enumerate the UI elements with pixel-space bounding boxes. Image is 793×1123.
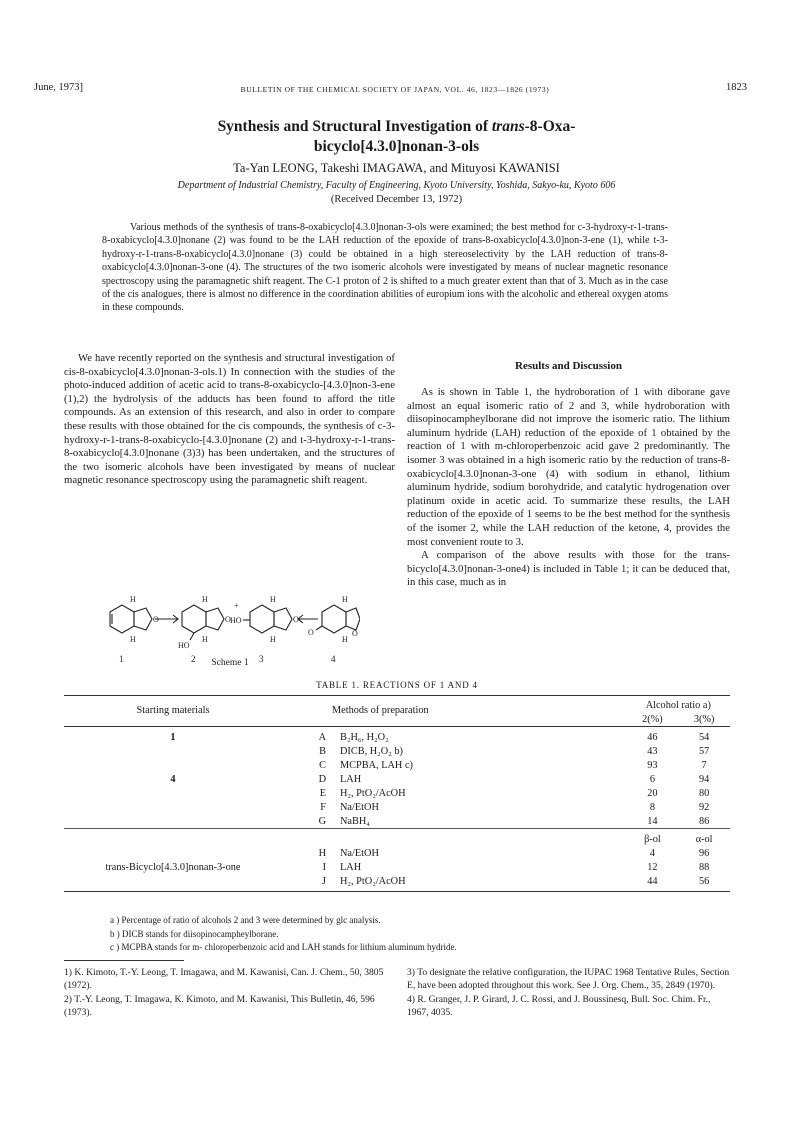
title-part-c: -8-Oxa-	[524, 118, 576, 135]
scheme-caption: Scheme 1	[211, 658, 249, 668]
authors: Ta-Yan LEONG, Takeshi IMAGAWA, and Mituyosi KAWANISI	[233, 161, 560, 175]
table-row	[64, 814, 730, 829]
scheme-atom: HO	[230, 616, 242, 625]
table-row	[64, 744, 730, 758]
table-cell-method: Na/EtOH	[340, 801, 379, 813]
scheme-atom: H	[342, 595, 348, 604]
footnote-b: b ) DICB stands for diisopinocampheylborane.	[110, 928, 279, 939]
table-cell-v2: 93	[647, 759, 658, 771]
table-cell-method: H₂, PtO₂/AcOH	[340, 875, 406, 887]
table-cell-start	[64, 758, 282, 772]
table-cell-v3: 54	[698, 731, 710, 743]
table-cell-v2: 46	[647, 731, 658, 743]
table-cell-key: G	[318, 815, 326, 827]
table-cell-method: H₂, PtO₂/AcOH	[340, 787, 406, 799]
references-right	[407, 966, 730, 1020]
scheme-atom: O	[352, 629, 358, 638]
table-cell-start	[64, 846, 282, 860]
table-caption: TABLE 1. REACTIONS OF 1 AND 4	[316, 680, 478, 690]
table-cell-method: B₂H₆, H₂O₂	[340, 731, 389, 743]
table-row	[64, 730, 730, 744]
scheme-atom: H	[270, 635, 276, 644]
table-cell-key: H	[318, 847, 326, 859]
table-cell-v3: 57	[698, 745, 710, 757]
scheme-atom: H	[202, 635, 208, 644]
table-cell-start: trans-Bicyclo[4.3.0]nonan-3-one	[105, 861, 241, 873]
table-cell-v3: 88	[698, 861, 710, 873]
table-cell-key: D	[318, 773, 326, 785]
col-header-3: 3(%)	[693, 713, 715, 725]
table-cell-key: E	[319, 787, 326, 799]
table-cell-v2: 8	[649, 801, 655, 813]
table-cell-method: NaBH₄	[340, 815, 370, 827]
table-cell-method: LAH	[340, 773, 362, 785]
footnote-c: c ) MCPBA stands for m- chloroperbenzoic acid and LAH stands for lithium aluminum hydride.	[110, 942, 457, 952]
col-header-2: 2(%)	[642, 713, 663, 725]
scheme-atom: O	[308, 628, 314, 637]
table-cell-v2: 12	[647, 861, 658, 873]
table-row	[64, 786, 730, 800]
scheme-atom: O	[225, 615, 231, 624]
table-cell-v3: 94	[698, 773, 710, 785]
results-paragraph-1: As is shown in Table 1, the hydroboration of 1 with diborane gave almost an equal isomeric ratio of 2 and 3, while hydroboration with diisopinocampheylborane did not improve the isomeric ratio. The lithium aluminum hydride (LAH) reduction of the epoxide of 1 obtained by the reaction of 1 with m-chloroperbenzoic acid gave 2 predominantly. The isomer 3 was obtained in a high isomeric ratio by the reduction of trans-8-oxabicyclo[4.3.0]nonan-3-one (4) with sodium in ethanol, lithium aluminum hydride, sodium borohydride, and catalytic hydrogenation over platinum oxide in acetic acid. To summarize these results, the LAH reduction of the epoxide of 1 seems to be the best method for the synthesis of the isomer 2, while the LAH reduction of the ketone, 4, provides the most convenient route to 3.	[407, 386, 730, 548]
references-left	[64, 966, 395, 1020]
table-cell-key: J	[321, 875, 326, 887]
sub-col-alpha: α-ol	[695, 833, 713, 845]
header-page-number: 1823	[726, 82, 747, 93]
table-cell-start	[64, 874, 282, 888]
scheme-atom: H	[270, 595, 276, 604]
table-cell-key: C	[319, 759, 326, 771]
table-cell-method: MCPBA, LAH c)	[340, 759, 413, 771]
table-cell-v3: 92	[698, 801, 710, 813]
scheme-atom: H	[130, 635, 136, 644]
table-row	[64, 772, 730, 786]
table-row	[64, 874, 730, 888]
table-cell-v2: 43	[647, 745, 658, 757]
header-journal: BULLETIN OF THE CHEMICAL SOCIETY OF JAPAN, VOL. 46, 1823—1826 (1973)	[240, 85, 550, 94]
table-cell-v3: 7	[701, 759, 707, 771]
reference-1: 1) K. Kimoto, T.-Y. Leong, T. Imagawa, and M. Kawanisi, Can. J. Chem., 50, 3805 (1972).	[64, 967, 384, 992]
reference-2: 2) T.-Y. Leong, T. Imagawa, K. Kimoto, and M. Kawanisi, This Bulletin, 46, 596 (1973).	[64, 993, 375, 1019]
table-cell-v2: 6	[649, 773, 655, 785]
title-part-b: trans	[491, 118, 525, 135]
title-line-2: bicyclo[4.3.0]nonan-3-ols	[313, 138, 480, 155]
compound-label-4: 4	[331, 654, 336, 664]
scheme-atom: HO	[178, 641, 190, 650]
scheme-atom: O	[153, 615, 159, 624]
table-cell-start	[64, 786, 282, 800]
table-cell-method: LAH	[340, 861, 362, 873]
table-cell-method: Na/EtOH	[340, 847, 379, 859]
col-header-start: Starting materials	[136, 705, 210, 716]
table-row	[64, 860, 730, 874]
table-row	[64, 846, 730, 860]
section-heading: Results and Discussion	[515, 360, 622, 372]
title-part-a: Synthesis and Structural Investigation of	[217, 118, 492, 135]
table-cell-key: I	[322, 861, 326, 873]
compound-label-2: 2	[191, 654, 196, 664]
sub-col-beta: β-ol	[644, 833, 661, 845]
header-date: June, 1973]	[34, 82, 83, 93]
compound-label-1: 1	[119, 654, 124, 664]
scheme-atom: H	[342, 635, 348, 644]
reactions-table	[64, 695, 730, 892]
scheme-atom: O	[293, 615, 299, 624]
references-rule	[64, 960, 184, 961]
table-cell-start: 4	[170, 773, 176, 785]
table-cell-v2: 44	[647, 875, 658, 887]
table-cell-start: 1	[170, 731, 176, 743]
table-cell-v2: 4	[649, 847, 655, 859]
table-row	[64, 758, 730, 772]
table-cell-key: A	[318, 731, 326, 743]
results-paragraph-2: A comparison of the above results with those for the trans-bicyclo[4.3.0]nonan-3-one4) is included in Table 1; it can be deduced that, in this case, much as in	[407, 549, 730, 589]
received-date: (Received December 13, 1972)	[330, 194, 463, 205]
results-text	[407, 386, 730, 590]
article-title	[120, 117, 673, 157]
compound-label-3: 3	[259, 654, 264, 664]
intro-paragraph: We have recently reported on the synthesis and structural investigation of cis-8-oxabicyclo[4.3.0]nonan-3-ols.1) In connection with the studies of the photo-induced addition of acetic acid to trans-8-oxabicyclo-[4.3.0]non-3-ene (1),2) the hydrolysis of the adducts has been found to afford the title compounds. As an extension of this research, and also in order to compare these results with those obtained for the cis compounds, the synthesis of c-3-hydroxy-r-1-trans-8-oxabicyclo-[4.3.0]nonane (2) and t-3-hydroxy-r-1-trans-8-oxabicyclo[4.3.0]nonane (3)3) has been undertaken, and the structures of the two isomeric alcohols have been investigated by means of nuclear magnetic resonance spectroscopy using the paramagnetic shift reagent.	[64, 352, 395, 487]
table-cell-start	[64, 814, 282, 829]
col-header-method: Methods of preparation	[332, 705, 429, 716]
table-cell-v3: 56	[698, 875, 710, 887]
scheme-atom: H	[130, 595, 136, 604]
table-cell-v3: 80	[698, 787, 710, 799]
scheme-atom: +	[234, 601, 239, 610]
affiliation: Department of Industrial Chemistry, Faculty of Engineering, Kyoto University, Yoshida, Sakyo-ku, Kyoto 606	[177, 180, 616, 191]
reference-3: 3) To designate the relative configuration, the IUPAC 1968 Tentative Rules, Section E, have been adopted throughout this work. See J. Org. Chem., 35, 2849 (1970).	[407, 967, 730, 992]
reference-4: 4) R. Granger, J. P. Girard, J. C. Rossi, and J. Boussinesq, Bull. Soc. Chim. Fr., 1967, 4035.	[407, 993, 711, 1019]
footnote-a: a ) Percentage of ratio of alcohols 2 and 3 were determined by glc analysis.	[110, 915, 381, 925]
table-cell-v3: 86	[698, 815, 710, 827]
table-cell-v3: 96	[698, 847, 710, 859]
table-cell-v2: 14	[647, 815, 658, 827]
reaction-scheme	[100, 580, 360, 685]
table-cell-key: F	[320, 801, 326, 813]
table-cell-start	[64, 744, 282, 758]
table-cell-method: DICB, H₂O₂ b)	[340, 745, 403, 757]
table-row	[64, 800, 730, 814]
table-cell-key: B	[319, 745, 326, 757]
table-cell-start	[64, 800, 282, 814]
table-footnotes	[110, 914, 730, 955]
table-cell-v2: 20	[647, 787, 658, 799]
scheme-atom: H	[202, 595, 208, 604]
col-header-ratio: Alcohol ratio a)	[645, 699, 711, 711]
abstract: Various methods of the synthesis of trans-8-oxabicyclo[4.3.0]nonan-3-ols were examined; the best method for c-3-hydroxy-r-1-trans-8-oxabicyclo[4.3.0]nonane (2) was found to be the LAH reduction of the epoxide of trans-8-oxabicyclo[4.3.0]non-3-ene (1), while t-3-hydroxy-r-1-trans-8-oxabicyclo[4.3.0]nonane (3) could be obtained in a high stereoselectivity by the LAH reduction of trans-8-oxabicyclo[4.3.0]nonan-3-one (4). The structures of the two isomeric alcohols were investigated by means of nuclear magnetic resonance spectroscopy using the paramagnetic shift reagent. The C-1 proton of 2 is shifted to a much greater extent than that of 3. Much as in the case of the cis analogues, there is almost no difference in the coordination abilities of europium ions with the alcoholic and ethereal oxygen atoms in these compounds.	[102, 222, 668, 314]
